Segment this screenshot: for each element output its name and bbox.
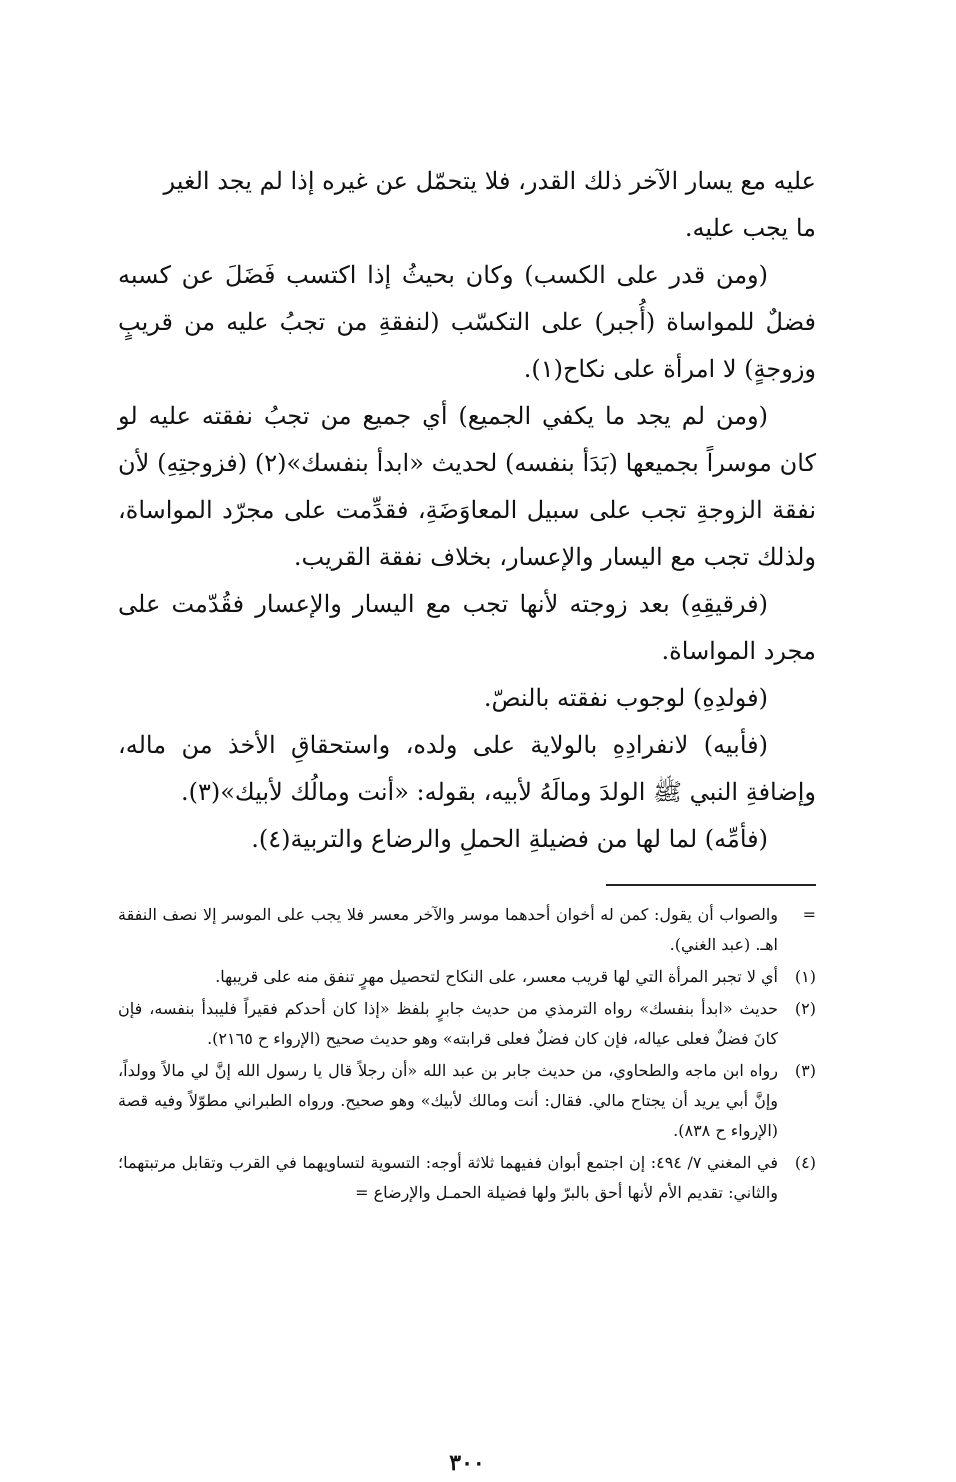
paragraph-3: (ومن لم يجد ما يكفي الجميع) أي جميع من تجبُ نفقته عليه لو كان موسراً بجميعها (بَدَأ بنفسه) لحديث «ابدأ بنفسك»(٢) (فزوجتِهِ) لأن نفقة الزوجةِ تجب على سبيل المعاوَضَةِ، فقدِّمت على مجرّد المواساة، ولذلك تجب مع اليسار والإعسار، بخلاف نفقة القريب. bbox=[118, 402, 817, 571]
paragraph-6: (فأبيه) لانفرادِهِ بالولاية على ولده، واستحقاقِ الأخذ من ماله، وإضافةِ النبي ﷺ الولدَ ومالَهُ لأبيه، بقوله: «أنت ومالُك لأبيك»(٣). bbox=[118, 731, 816, 806]
footnote-3 bbox=[118, 1056, 816, 1146]
paragraph-5: (فولدِهِ) لوجوب نفقته بالنصّ. bbox=[483, 684, 768, 712]
paragraph-4: (فرقيقِهِ) بعد زوجته لأنها تجب مع اليسار والإعسار فقُدّمت على مجرد المواساة. bbox=[118, 590, 816, 665]
footnote-marker: = bbox=[802, 905, 816, 924]
footnote-marker: (٣) bbox=[794, 1061, 816, 1080]
footnote-text: في المغني ٧/ ٤٩٤: إن اجتمع أبوان ففيهما ثلاثة أوجه: التسوية لتساويهما في القرب وتقابل مرتبتهما؛ والثاني: تقديم الأم لأنها أحق بالبرّ ولها فضيلة الحمـل والإرضاع = bbox=[118, 1153, 778, 1202]
footnote-marker: (١) bbox=[794, 967, 816, 986]
book-page bbox=[118, 158, 817, 1476]
footnote-continuation bbox=[118, 900, 816, 960]
footnote-text: حديث «ابدأ بنفسك» رواه الترمذي من حديث جابرٍ بلفظ «إذا كان أحدكم فقيراً فليبدأ بنفسه، فإن كانَ فضلٌ فعلى عياله، فإن كان فضلٌ فعلى قرابته» وهو حديث صحيح (الإرواء ح ٢١٦٥). bbox=[118, 999, 778, 1048]
footnote-text: رواه ابن ماجه والطحاوي، من حديث جابر بن عبد الله «أن رجلاً قال يا رسول الله إنَّ لي مالاً وولداً، وإنَّ أبي يريد أن يجتاح مالي. فقال: أنت ومالك لأبيك» وهو صحيح. ورواه الطبراني مطوّلاً وفيه قصة (الإرواء ح ٨٣٨). bbox=[118, 1061, 778, 1140]
footnote-text: أي لا تجبر المرأة التي لها قريب معسر، على النكاح لتحصيل مهرٍ تنفق منه على قريبها. bbox=[215, 967, 778, 986]
footnote-text: والصواب أن يقول: كمن له أخوان أحدهما موسر والآخر معسر فلا يجب على الموسر إلا نصف النفقة اهـ. (عبد الغني). bbox=[118, 905, 778, 954]
main-text bbox=[118, 158, 816, 863]
footnote-divider bbox=[606, 884, 816, 886]
footnote-marker: (٤) bbox=[794, 1153, 816, 1172]
footnotes bbox=[118, 900, 816, 1210]
page-number: ٣٠٠ bbox=[449, 1450, 485, 1476]
footnote-1 bbox=[118, 962, 816, 992]
paragraph-7: (فأمِّه) لما لها من فضيلةِ الحملِ والرضاع والتربية(٤). bbox=[251, 825, 768, 853]
paragraph-1-line-1: عليه مع يسار الآخر ذلك القدر، فلا يتحمّل عن غيره إذا لم يجد الغير bbox=[163, 167, 816, 195]
footnote-2 bbox=[118, 994, 816, 1054]
paragraph-2: (ومن قدر على الكسب) وكان بحيثُ إذا اكتسب فَضَلَ عن كسبه فضلٌ للمواساة (أُجبر) على التكسّب (لنفقةِ من تجبُ عليه من قريبٍ وزوجةٍ) لا امرأة على نكاح(١). bbox=[118, 261, 816, 383]
footnote-marker: (٢) bbox=[794, 999, 816, 1018]
footnote-4 bbox=[118, 1148, 816, 1208]
paragraph-1-line-2: ما يجب عليه. bbox=[684, 214, 816, 242]
